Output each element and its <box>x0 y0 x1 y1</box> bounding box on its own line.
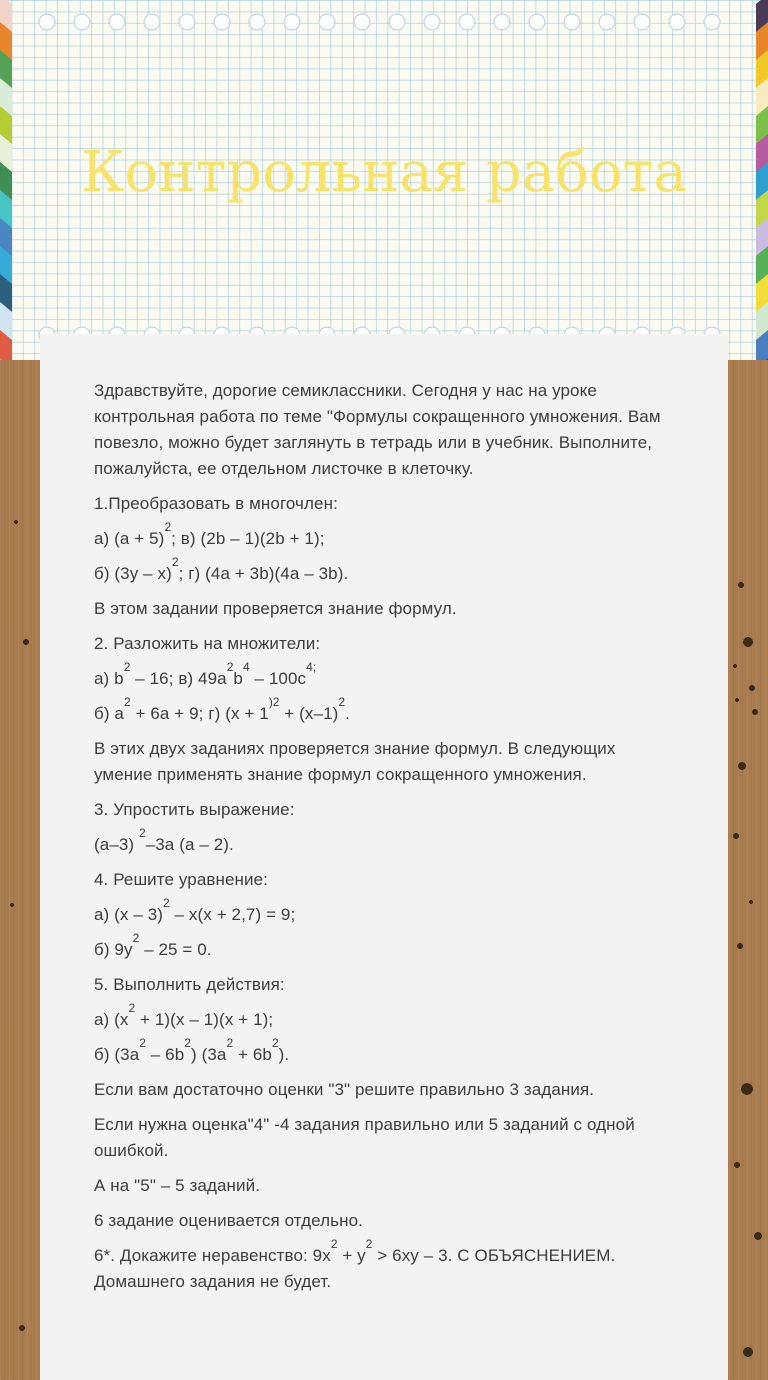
worksheet-body-card <box>40 334 728 1380</box>
paragraph: 6 задание оценивается отдельно. <box>94 1211 363 1230</box>
superscript: 2 <box>171 555 179 570</box>
paragraph: 5. Выполнить действия: <box>94 975 285 994</box>
paragraph: 4. Решите уравнение: <box>94 870 269 889</box>
perforation-holes-top <box>38 13 730 31</box>
paragraph: б) (3y – x)$^2$; г) (4a + 3b)(4a – 3b). <box>94 555 349 583</box>
paragraph: б) $a^2 + 6a + 9$; г) ($x + 1^{)2} + (x-1)^2$. <box>94 695 350 723</box>
superscript: 2 <box>226 660 234 675</box>
paragraph: 3. Упростить выражение: <box>94 800 295 819</box>
paragraph: Если нужна оценка"4" -4 задания правильно или 5 заданий с одной ошибкой. <box>94 1115 635 1160</box>
paragraph: В этих двух заданиях проверяется знание формул. В следующих умение применять знание формул сокращенного умножения. <box>94 739 616 784</box>
superscript: 2 <box>139 826 146 841</box>
superscript: 4 <box>242 660 250 675</box>
worksheet-text <box>94 378 676 1295</box>
superscript: 2 <box>164 520 172 535</box>
superscript: 2 <box>330 1237 338 1252</box>
superscript: 2 <box>123 660 131 675</box>
paragraph: Если вам достаточно оценки "3" решите правильно 3 задания. <box>94 1080 595 1099</box>
superscript: 2 <box>123 695 131 710</box>
paragraph: А на "5" – 5 заданий. <box>94 1176 261 1195</box>
superscript: 2 <box>226 1036 234 1051</box>
paragraph: б) $(3a^2 - 6b^2) (3a^2 + 6b^2)$. <box>94 1036 290 1064</box>
rainbow-stripe-left <box>0 0 12 360</box>
paragraph: 1.Преобразовать в многочлен: <box>94 494 338 513</box>
superscript: 2 <box>338 695 346 710</box>
paragraph: (a–3) $^2$–3a (a – 2). <box>94 826 234 854</box>
paragraph: 6*. Докажите неравенство: $9x^2 + y^2 > 6xy - 3$. С ОБЪЯСНЕНИЕМ. Домашнего задания не будет. <box>94 1237 616 1291</box>
superscript: 2 <box>365 1237 373 1252</box>
superscript: 2 <box>132 931 140 946</box>
rainbow-stripe-right <box>756 0 768 360</box>
superscript: 4; <box>306 660 317 675</box>
superscript: 2 <box>184 1036 191 1051</box>
superscript: 2 <box>163 896 170 911</box>
paragraph: а) $(a + 5)^2$; в) (2b – 1)(2b + 1); <box>94 520 325 548</box>
graph-paper-banner <box>0 0 768 360</box>
paragraph: 2. Разложить на множители: <box>94 634 321 653</box>
superscript: 2 <box>139 1036 146 1051</box>
superscript: 2 <box>271 1036 279 1051</box>
paragraph: а) $(x^2 + 1)(x - 1)(x + 1)$; <box>94 1001 274 1029</box>
superscript: )2 <box>268 695 280 710</box>
paragraph: а) $b^2 - 16$; в) $49a^2b^4 - 100c^{4;}$ <box>94 660 317 688</box>
paragraph: а) (x – 3)$^2$ – x(x + 2,7) = 9; <box>94 896 296 924</box>
paragraph: б) $9y^2 - 25 = 0$. <box>94 931 212 959</box>
paragraph: В этом задании проверяется знание формул. <box>94 599 457 618</box>
paragraph: Здравствуйте, дорогие семиклассники. Сегодня у нас на уроке контрольная работа по теме "Формулы сокращенного умножения. Вам повезло, можно будет заглянуть в тетрадь или в учебник. Выполните, пожалуйста, ее отдельном листочке в клеточку. <box>94 381 661 478</box>
worksheet-title: Контрольная работа <box>81 140 687 205</box>
superscript: 2 <box>128 1001 136 1016</box>
